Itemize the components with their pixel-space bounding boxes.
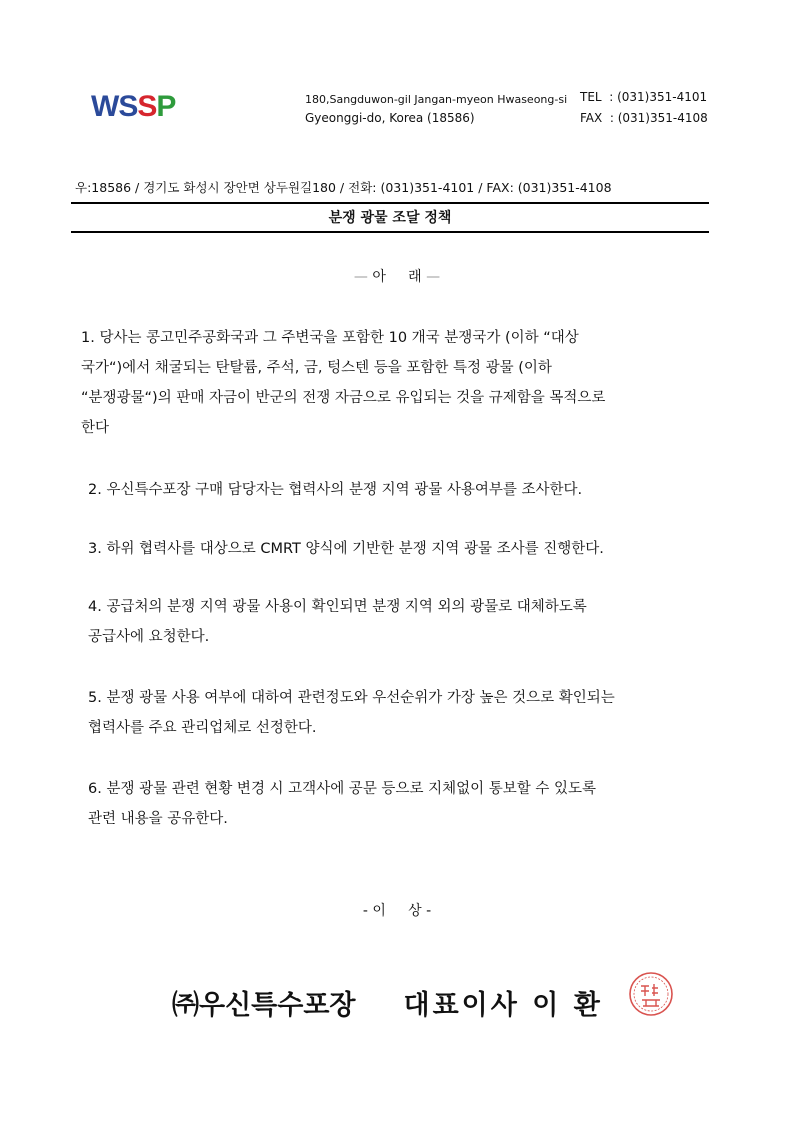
subheading-right-dash: — <box>426 269 441 285</box>
item-line: 4. 공급처의 분쟁 지역 광물 사용이 확인되면 분쟁 지역 외의 광물로 대체하도록 <box>88 599 587 615</box>
fax-number: FAX : (031)351-4108 <box>580 111 708 125</box>
title-bottom-rule <box>71 231 709 233</box>
policy-item-3 <box>88 534 728 564</box>
company-contact <box>580 87 708 129</box>
logo-letter-s2: S <box>137 90 157 123</box>
policy-item-4 <box>88 592 728 652</box>
item-line: “분쟁광물“)의 판매 자금이 반군의 전쟁 자금으로 유입되는 것을 규제함을 목적으로 <box>81 390 606 406</box>
item-line: 2. 우신특수포장 구매 담당자는 협력사의 분쟁 지역 광물 사용여부를 조사한다. <box>88 482 583 498</box>
tel-number: TEL : (031)351-4101 <box>580 90 708 104</box>
policy-item-5 <box>88 683 728 743</box>
logo-letter-p: P <box>156 90 176 123</box>
logo-letter-w: W <box>91 90 119 123</box>
item-line: 1. 당사는 콩고민주공화국과 그 주변국을 포함한 10 개국 분쟁국가 (이하 “대상 <box>81 330 579 346</box>
policy-item-6 <box>88 774 728 834</box>
item-line: 관련 내용을 공유한다. <box>88 811 228 827</box>
signature-block <box>172 983 603 1022</box>
item-line: 6. 분쟁 광물 관련 현황 변경 시 고객사에 공문 등으로 지체없이 통보할 수 있도록 <box>88 781 596 797</box>
item-line: 한다 <box>81 420 110 436</box>
title-top-rule <box>71 202 709 204</box>
company-logo <box>91 92 175 122</box>
item-line: 협력사를 주요 관리업체로 선정한다. <box>88 720 317 736</box>
document-title: 분쟁 광물 조달 정책 <box>328 210 452 226</box>
item-line: 공급사에 요청한다. <box>88 629 210 645</box>
address-line-2: Gyeonggi-do, Korea (18586) <box>305 111 475 125</box>
closing-mark: - 이 상 - <box>362 903 432 919</box>
subheading-left-dash: — <box>353 269 368 285</box>
company-seal-icon <box>627 970 675 1018</box>
postal-address-line: 우:18586 / 경기도 화성시 장안면 상두원길180 / 전화: (031)351-4101 / FAX: (031)351-4108 <box>75 180 612 195</box>
signature-representative: 대표이사 이 환 <box>403 990 603 1021</box>
policy-item-1 <box>81 323 721 443</box>
subheading-text: 아 래 <box>372 269 422 285</box>
item-line: 국가“)에서 채굴되는 탄탈륨, 주석, 금, 텅스텐 등을 포함한 특정 광물 (이하 <box>81 360 552 376</box>
item-line: 3. 하위 협력사를 대상으로 CMRT 양식에 기반한 분쟁 지역 광물 조사를 진행한다. <box>88 541 604 557</box>
policy-item-2 <box>88 475 728 505</box>
company-address <box>305 90 567 128</box>
logo-letter-s1: S <box>118 90 138 123</box>
item-line: 5. 분쟁 광물 사용 여부에 대하여 관련정도와 우선순위가 가장 높은 것으로 확인되는 <box>88 690 615 706</box>
section-subheading <box>0 266 794 286</box>
address-line-1: 180,Sangduwon-gil Jangan-myeon Hwaseong-si <box>305 93 568 106</box>
signature-company: ㈜우신특수포장 <box>172 990 356 1021</box>
